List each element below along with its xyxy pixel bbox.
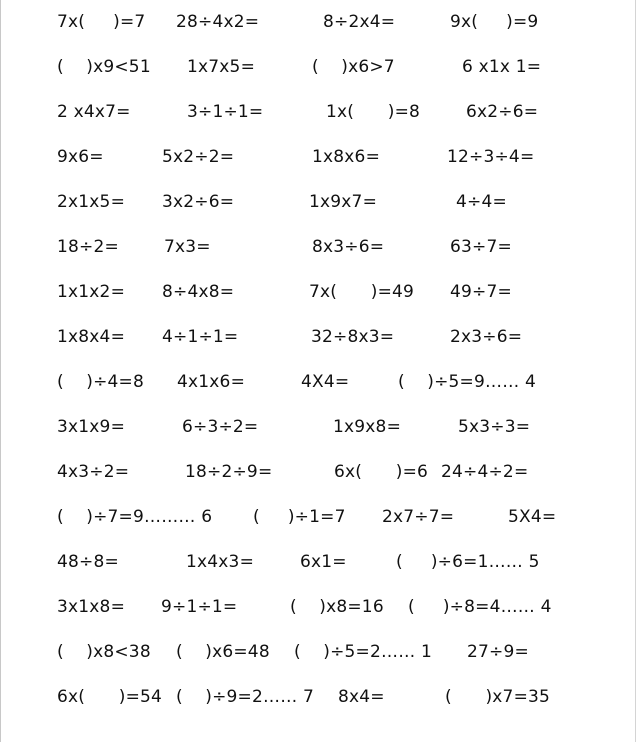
problem-r15-c1: ( )x8<38: [57, 642, 151, 662]
problem-r15-c3: ( )÷5=2…… 1: [294, 642, 433, 662]
problem-r4-c2: 5x2÷2=: [162, 147, 235, 167]
problem-r15-c2: ( )x6=48: [176, 642, 270, 662]
problem-r5-c2: 3x2÷6=: [162, 192, 235, 212]
problem-r1-c1: 7x( )=7: [57, 12, 146, 32]
problem-r2-c2: 1x7x5=: [187, 57, 256, 77]
problem-r6-c1: 18÷2=: [57, 237, 119, 257]
problem-r5-c1: 2x1x5=: [57, 192, 126, 212]
problem-r12-c4: 5X4=: [508, 507, 557, 527]
problem-r11-c1: 4x3÷2=: [57, 462, 130, 482]
problem-r16-c2: ( )÷9=2…… 7: [176, 687, 315, 707]
problem-r3-c4: 6x2÷6=: [466, 102, 539, 122]
problem-r7-c3: 7x( )=49: [309, 282, 415, 302]
problem-r4-c1: 9x6=: [57, 147, 104, 167]
problem-r4-c3: 1x8x6=: [312, 147, 381, 167]
problem-r16-c3: 8x4=: [338, 687, 385, 707]
problem-r14-c2: 9÷1÷1=: [161, 597, 238, 617]
problem-r1-c2: 28÷4x2=: [176, 12, 260, 32]
problem-r13-c1: 48÷8=: [57, 552, 119, 572]
problem-r7-c4: 49÷7=: [450, 282, 512, 302]
problem-r14-c1: 3x1x8=: [57, 597, 126, 617]
problem-r11-c4: 24÷4÷2=: [441, 462, 529, 482]
problem-r3-c1: 2 x4x7=: [57, 102, 131, 122]
problem-r11-c2: 18÷2÷9=: [185, 462, 273, 482]
problem-r13-c4: ( )÷6=1…… 5: [396, 552, 540, 572]
problem-r10-c1: 3x1x9=: [57, 417, 126, 437]
problem-r13-c3: 6x1=: [300, 552, 347, 572]
problem-r2-c3: ( )x6>7: [312, 57, 395, 77]
problem-r9-c1: ( )÷4=8: [57, 372, 144, 392]
problem-r9-c2: 4x1x6=: [177, 372, 246, 392]
problem-r7-c2: 8÷4x8=: [162, 282, 235, 302]
problem-r1-c3: 8÷2x4=: [323, 12, 396, 32]
problem-r6-c3: 8x3÷6=: [312, 237, 385, 257]
problem-r9-c4: ( )÷5=9…… 4: [398, 372, 537, 392]
problem-r3-c2: 3÷1÷1=: [187, 102, 264, 122]
problem-r2-c1: ( )x9<51: [57, 57, 151, 77]
problem-r8-c4: 2x3÷6=: [450, 327, 523, 347]
problem-r12-c1: ( )÷7=9……… 6: [57, 507, 213, 527]
problem-r10-c4: 5x3÷3=: [458, 417, 531, 437]
problem-r10-c3: 1x9x8=: [333, 417, 402, 437]
problem-r8-c1: 1x8x4=: [57, 327, 126, 347]
problem-r5-c4: 4÷4=: [456, 192, 507, 212]
problem-r8-c2: 4÷1÷1=: [162, 327, 239, 347]
problem-r7-c1: 1x1x2=: [57, 282, 126, 302]
problem-r8-c3: 32÷8x3=: [311, 327, 395, 347]
problem-r2-c4: 6 x1x 1=: [462, 57, 542, 77]
problem-r16-c4: ( )x7=35: [445, 687, 551, 707]
problem-r6-c2: 7x3=: [164, 237, 211, 257]
problem-r12-c3: 2x7÷7=: [382, 507, 455, 527]
problem-r3-c3: 1x( )=8: [326, 102, 421, 122]
problem-r14-c3: ( )x8=16: [290, 597, 384, 617]
problem-r6-c4: 63÷7=: [450, 237, 512, 257]
problem-r12-c2: ( )÷1=7: [253, 507, 346, 527]
problem-r4-c4: 12÷3÷4=: [447, 147, 535, 167]
problem-r16-c1: 6x( )=54: [57, 687, 163, 707]
problem-r11-c3: 6x( )=6: [334, 462, 429, 482]
problem-r10-c2: 6÷3÷2=: [182, 417, 259, 437]
problem-r15-c4: 27÷9=: [467, 642, 529, 662]
problem-r1-c4: 9x( )=9: [450, 12, 539, 32]
page-left-border: [0, 0, 1, 742]
problem-r13-c2: 1x4x3=: [186, 552, 255, 572]
problem-r5-c3: 1x9x7=: [309, 192, 378, 212]
problem-r14-c4: ( )÷8=4…… 4: [408, 597, 552, 617]
problem-r9-c3: 4X4=: [301, 372, 350, 392]
